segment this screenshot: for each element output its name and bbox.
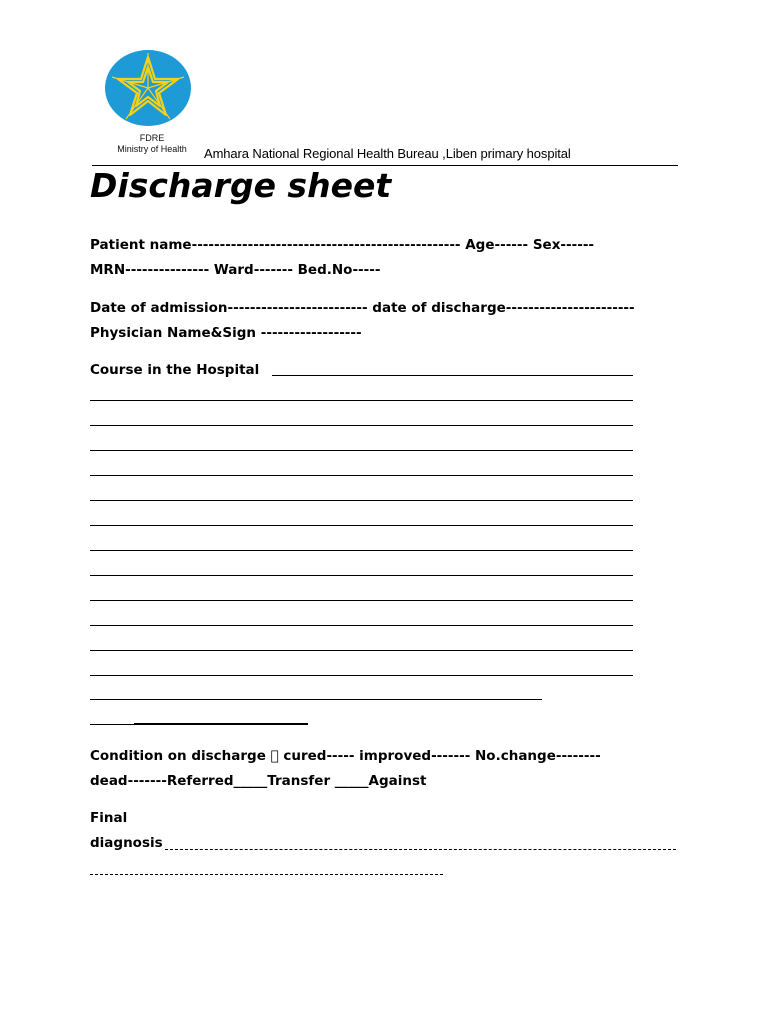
condition-on-discharge-line: Condition on discharge   cured----- improved------- No.change-------- <box>90 748 601 764</box>
course-in-hospital-label: Course in the Hospital <box>90 362 260 378</box>
course-writing-line <box>90 625 633 626</box>
patient-name-age-sex-line: Patient name------------------------------------------------ Age------ Sex------ <box>90 237 595 253</box>
course-writing-line <box>90 675 633 676</box>
mrn-ward-bed-line: MRN--------------- Ward------- Bed.No----- <box>90 262 381 278</box>
course-writing-line <box>90 650 633 651</box>
course-writing-line <box>90 525 633 526</box>
course-writing-line <box>90 600 633 601</box>
course-writing-line <box>90 500 633 501</box>
logo-caption-fdre: FDRE <box>139 133 165 143</box>
diagnosis-writing-line <box>165 849 676 850</box>
course-writing-line <box>90 450 633 451</box>
course-writing-line <box>90 550 633 551</box>
course-writing-line <box>134 723 308 725</box>
course-writing-line <box>90 425 633 426</box>
course-writing-line <box>272 375 633 376</box>
fdre-star-emblem-icon <box>104 49 192 127</box>
header-organization: Amhara National Regional Health Bureau ,Liben primary hospital <box>204 146 571 161</box>
diagnosis-writing-line <box>90 874 443 875</box>
course-writing-line <box>90 699 542 700</box>
diagnosis-label: diagnosis <box>90 835 163 851</box>
course-writing-line <box>90 724 134 725</box>
document-title: Discharge sheet <box>90 166 392 205</box>
logo-caption-ministry: Ministry of Health <box>117 144 187 154</box>
course-writing-line <box>90 475 633 476</box>
course-writing-line <box>90 575 633 576</box>
course-writing-line <box>90 400 633 401</box>
discharge-outcome-line: dead-------Referred_____Transfer _____Against <box>90 773 427 789</box>
physician-name-sign-line: Physician Name&Sign ------------------ <box>90 325 362 341</box>
admission-discharge-date-line: Date of admission------------------------- date of discharge----------------------- <box>90 300 635 316</box>
final-label: Final <box>90 810 128 826</box>
